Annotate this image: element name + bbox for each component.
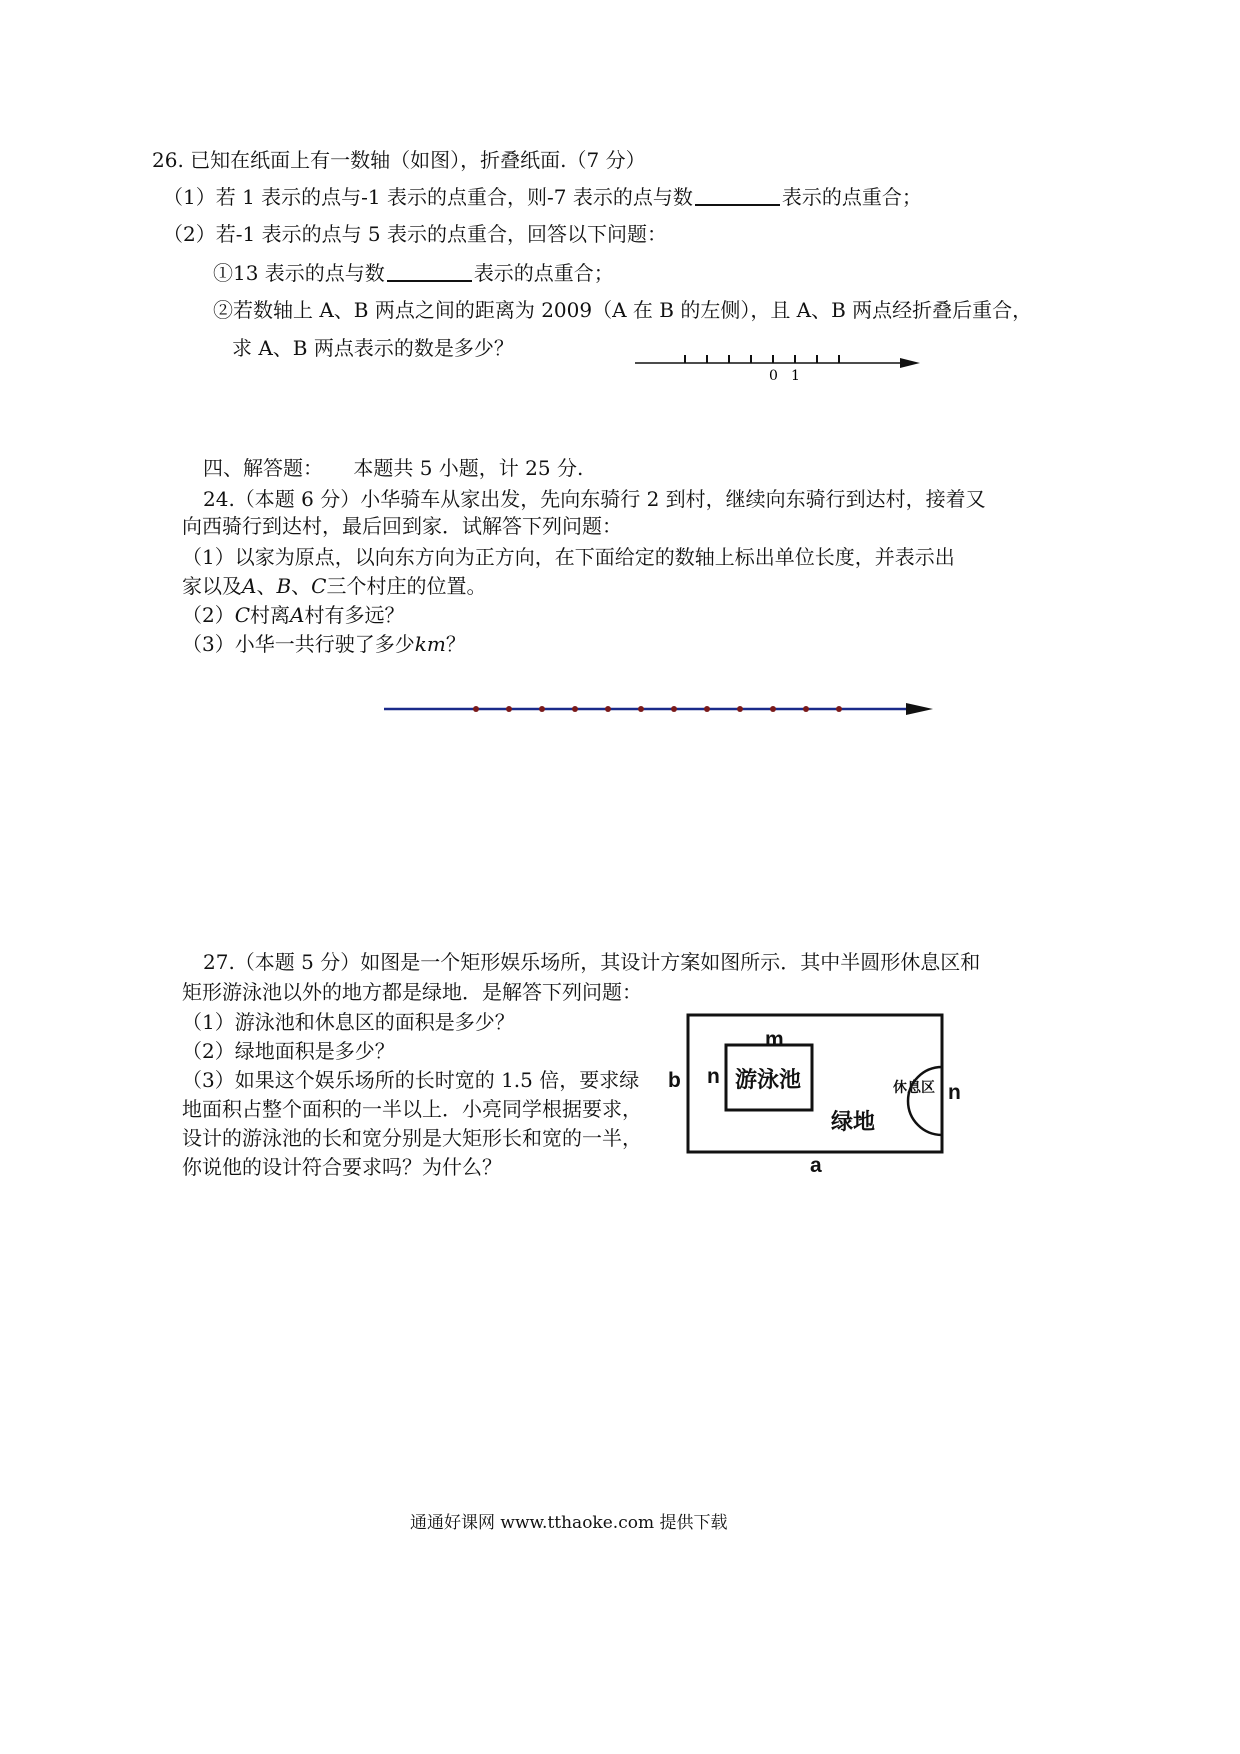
q26-part2a-tail: 表示的点重合； — [473, 261, 614, 285]
answer-blank[interactable] — [387, 262, 472, 282]
q26-part1-tail: 表示的点重合； — [781, 185, 922, 209]
q26-part2b-cont: 求 A、B 两点表示的数是多少？ — [232, 336, 514, 360]
axis-dot — [572, 706, 578, 712]
section-heading-b: 本题共 5 小题，计 25 分. — [353, 456, 584, 480]
axis-dot — [473, 706, 479, 712]
q27-part3-line1: （3）如果这个娱乐场所的长时宽的 1.5 倍，要求绿 — [182, 1068, 640, 1092]
axis-dot — [770, 706, 776, 712]
q26-number-line — [632, 350, 932, 390]
q24-part2-prefix: （2） — [182, 603, 235, 627]
q24-number-line — [384, 699, 944, 719]
axis-dot — [737, 706, 743, 712]
section-heading — [203, 458, 583, 478]
q27-part3-line4: 你说他的设计符合要求吗？为什么？ — [182, 1155, 502, 1179]
rest-area-label: 休息区 — [893, 1079, 935, 1095]
q24-part2-mid: 村离 — [250, 603, 291, 627]
q24-part3-text: （3）小华一共行驶了多少 — [182, 632, 415, 656]
q26-part1-text: （1）若 1 表示的点与-1 表示的点重合，则-7 表示的点与数 — [163, 185, 693, 209]
rest-area-semicircle — [908, 1067, 942, 1135]
axis-dot — [638, 706, 644, 712]
var-c: C — [234, 603, 251, 627]
pool-label: 游泳池 — [735, 1067, 802, 1092]
separator: 、 — [256, 574, 277, 598]
var-c: C — [311, 574, 327, 598]
q24-part2 — [182, 605, 405, 625]
page-footer: 通通好课网 www.tthaoke.com 提供下载 — [410, 1513, 728, 1533]
var-b: B — [276, 574, 292, 598]
q26-part2b: ②若数轴上 A、B 两点之间的距离为 2009（A 在 B 的左侧），且 A、B 两点经折叠后重合， — [213, 298, 1033, 322]
label-m: m — [765, 1028, 784, 1051]
q26-part1 — [163, 186, 922, 207]
section-heading-a: 四、解答题： — [203, 456, 323, 480]
q24-intro-cont: 向西骑行到达村，最后回到家．试解答下列问题： — [182, 514, 622, 538]
q27-intro-cont: 矩形游泳池以外的地方都是绿地．是解答下列问题： — [182, 980, 642, 1004]
q24-part3 — [182, 634, 466, 654]
label-b: b — [668, 1069, 681, 1092]
var-a: A — [242, 574, 257, 598]
unit-km: km — [414, 632, 446, 656]
q24-part2-tail: 村有多远？ — [304, 603, 405, 627]
q24-part1-cont-text: 家以及 — [182, 574, 242, 598]
var-a: A — [290, 603, 305, 627]
answer-blank[interactable] — [695, 186, 780, 206]
axis-label-1: 1 — [791, 368, 800, 384]
separator: 、 — [291, 574, 312, 598]
q24-part1-cont-tail: 三个村庄的位置。 — [326, 574, 487, 598]
q27-intro: 27.（本题 5 分）如图是一个矩形娱乐场所，其设计方案如图所示．其中半圆形休息区和 — [203, 950, 981, 974]
q26-part2: （2）若-1 表示的点与 5 表示的点重合，回答以下问题： — [163, 222, 668, 246]
q27-part2: （2）绿地面积是多少？ — [182, 1039, 395, 1063]
axis-dot — [605, 706, 611, 712]
axis-dot — [671, 706, 677, 712]
label-a: a — [810, 1154, 822, 1177]
q26-part2a — [213, 262, 614, 283]
axis-dot — [506, 706, 512, 712]
q26-part2a-text: ①13 表示的点与数 — [213, 261, 385, 285]
axis-dot — [836, 706, 842, 712]
q27-part3-line2: 地面积占整个面积的一半以上．小亮同学根据要求， — [182, 1097, 642, 1121]
green-label: 绿地 — [831, 1109, 876, 1134]
label-n-pool: n — [707, 1065, 720, 1088]
label-n-right: n — [948, 1081, 961, 1104]
q24-part1: （1）以家为原点，以向东方向为正方向，在下面给定的数轴上标出单位长度，并表示出 — [182, 545, 955, 569]
q24-intro: 24.（本题 6 分）小华骑车从家出发，先向东骑行 2 到村，继续向东骑行到达村，接着又 — [203, 487, 986, 511]
q24-part3-tail: ？ — [445, 632, 466, 656]
axis-dot — [539, 706, 545, 712]
q27-figure — [662, 1010, 962, 1185]
q26-title: 26. 已知在纸面上有一数轴（如图），折叠纸面.（7 分） — [152, 148, 646, 172]
q24-part1-cont — [182, 576, 486, 596]
axis-dot — [704, 706, 710, 712]
axis-label-0: 0 — [769, 368, 778, 384]
axis-dot — [803, 706, 809, 712]
q27-part1: （1）游泳池和休息区的面积是多少？ — [182, 1010, 515, 1034]
q27-part3-line3: 设计的游泳池的长和宽分别是大矩形长和宽的一半， — [182, 1126, 642, 1150]
